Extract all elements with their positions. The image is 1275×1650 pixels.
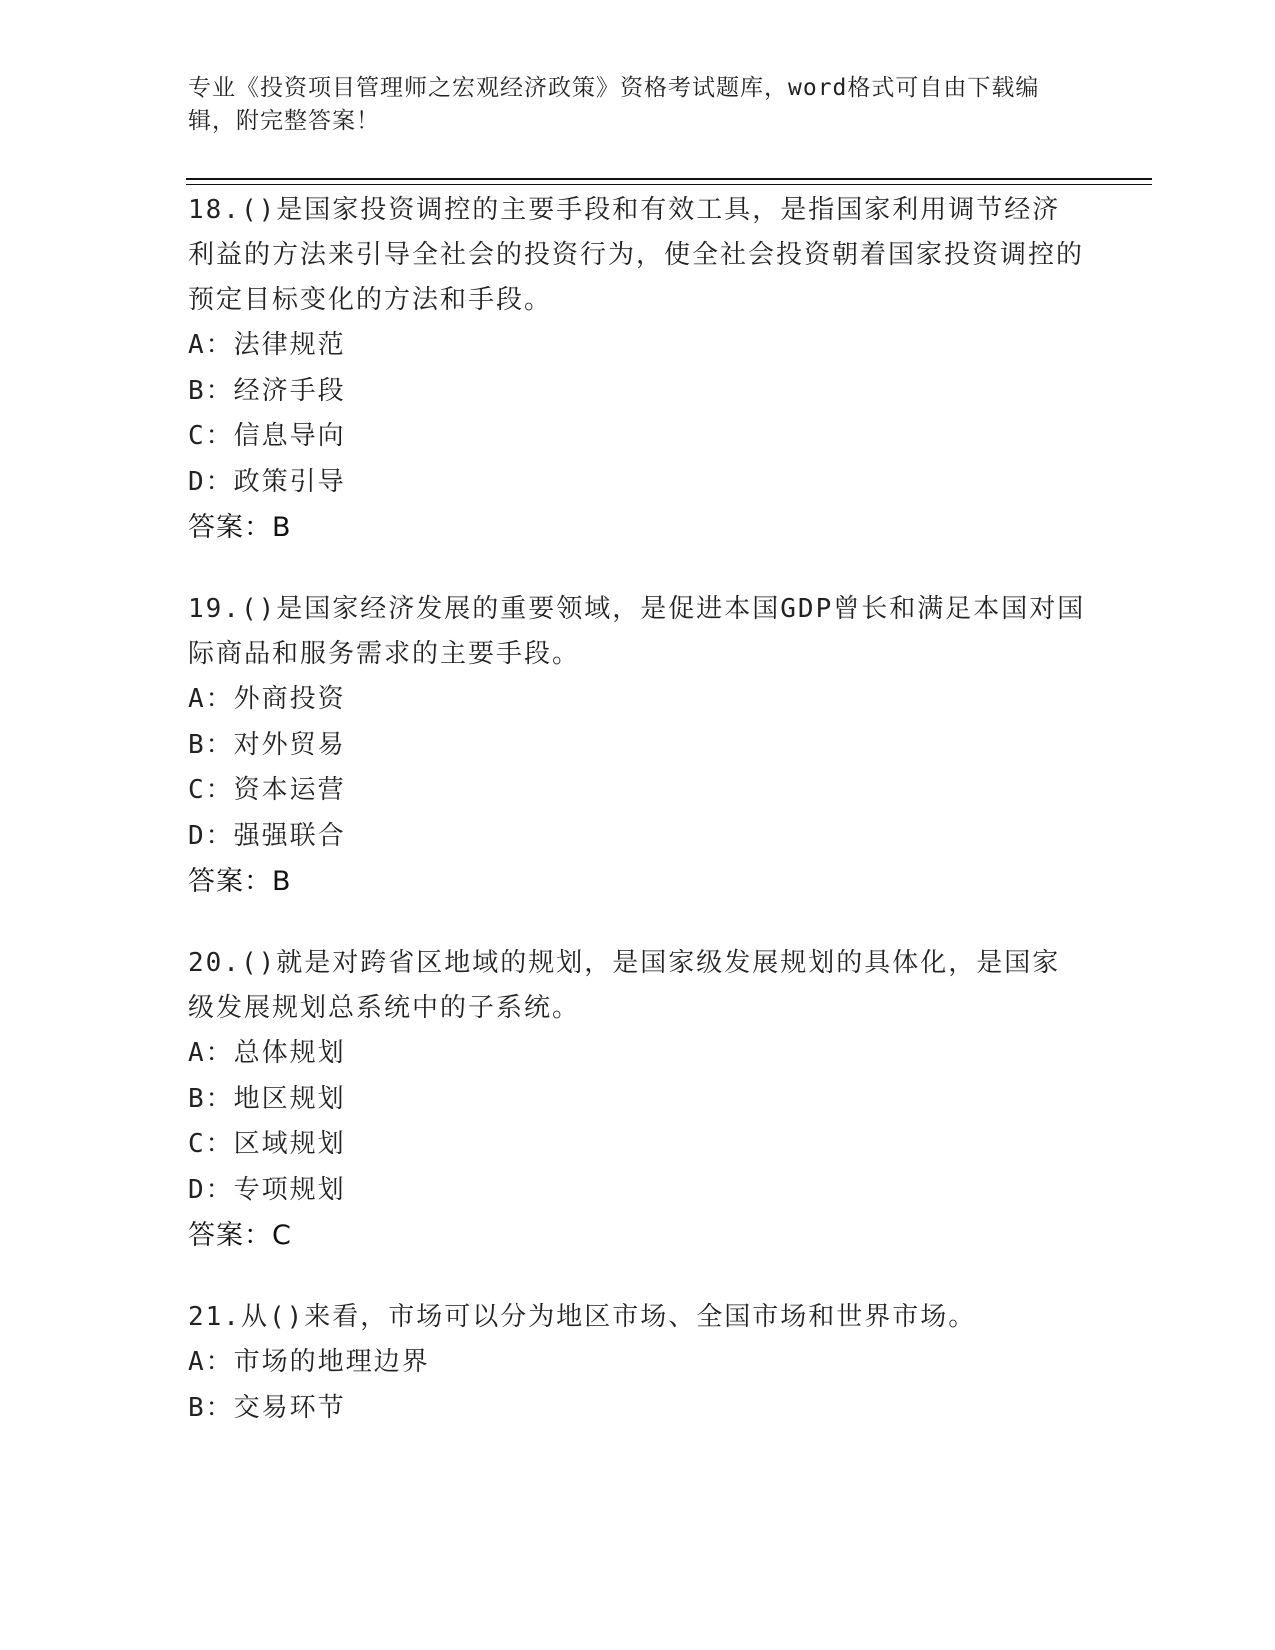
option-a: A：法律规范 xyxy=(188,330,346,360)
document-header: 专业《投资项目管理师之宏观经济政策》资格考试题库，word格式可自由下载编辑，附完整答案！ xyxy=(188,75,1040,134)
option-d: D：强强联合 xyxy=(188,820,346,851)
option-a: A：总体规划 xyxy=(188,1038,346,1068)
question-20 xyxy=(188,941,1088,1259)
option-a: A：市场的地理边界 xyxy=(188,1347,430,1377)
option-b: B：交易环节 xyxy=(188,1392,346,1423)
question-stem: 21.从()来看，市场可以分为地区市场、全国市场和世界市场。 xyxy=(188,1302,977,1332)
question-19 xyxy=(188,587,1088,905)
option-c: C：资本运营 xyxy=(188,775,346,805)
answer-line: 答案：C xyxy=(188,1220,292,1251)
header-divider-thick xyxy=(186,178,1152,180)
question-18 xyxy=(188,188,1088,551)
question-21 xyxy=(188,1295,1088,1431)
question-list xyxy=(188,188,1088,1467)
header-divider-thin xyxy=(186,184,1152,185)
option-b: B：经济手段 xyxy=(188,375,346,406)
option-a: A：外商投资 xyxy=(188,684,346,714)
option-c: C：区域规划 xyxy=(188,1129,346,1159)
answer-line: 答案：B xyxy=(188,512,292,543)
question-stem: 19.()是国家经济发展的重要领域，是促进本国GDP曾长和满足本国对国际商品和服务需求的主要手段。 xyxy=(188,594,1086,669)
option-d: D：政策引导 xyxy=(188,466,346,497)
question-stem: 18.()是国家投资调控的主要手段和有效工具，是指国家利用调节经济利益的方法来引导全社会的投资行为，使全社会投资朝着国家投资调控的预定目标变化的方法和手段。 xyxy=(188,195,1085,315)
option-b: B：对外贸易 xyxy=(188,729,346,760)
option-c: C：信息导向 xyxy=(188,421,346,451)
question-stem: 20.()就是对跨省区地域的规划，是国家级发展规划的具体化，是国家级发展规划总系统中的子系统。 xyxy=(188,948,1061,1023)
answer-line: 答案：B xyxy=(188,866,292,897)
option-b: B：地区规划 xyxy=(188,1083,346,1114)
option-d: D：专项规划 xyxy=(188,1174,346,1205)
